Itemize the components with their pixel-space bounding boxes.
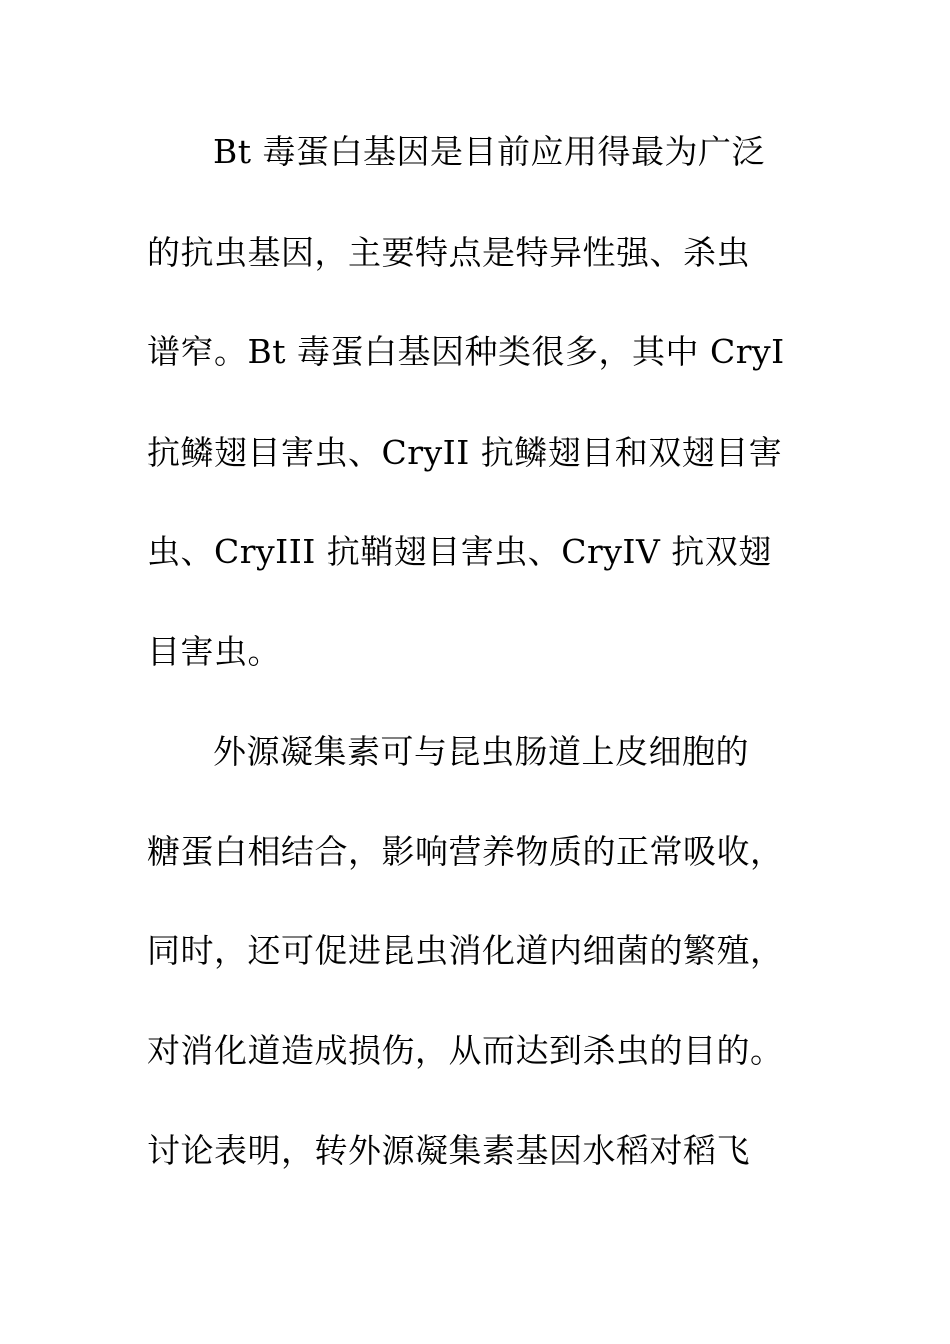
text-line: 糖蛋白相结合，影响营养物质的正常吸收， — [147, 832, 784, 871]
text-line: Bt 毒蛋白基因是目前应用得最为广泛 — [213, 132, 766, 171]
text-line: 讨论表明，转外源凝集素基因水稻对稻飞 — [147, 1131, 750, 1170]
text-line: 的抗虫基因，主要特点是特异性强、杀虫 — [147, 233, 750, 272]
text-line: 谱窄。Bt 毒蛋白基因种类很多，其中 CryI — [147, 332, 785, 371]
text-line: 对消化道造成损伤，从而达到杀虫的目的。 — [147, 1031, 784, 1070]
text-line: 目害虫。 — [147, 632, 281, 671]
text-line: 抗鳞翅目害虫、CryII 抗鳞翅目和双翅目害 — [147, 433, 783, 472]
text-line: 外源凝集素可与昆虫肠道上皮细胞的 — [213, 732, 749, 771]
text-line: 同时，还可促进昆虫消化道内细菌的繁殖， — [147, 931, 784, 970]
text-line: 虫、CryIII 抗鞘翅目害虫、CryIV 抗双翅 — [147, 532, 772, 571]
